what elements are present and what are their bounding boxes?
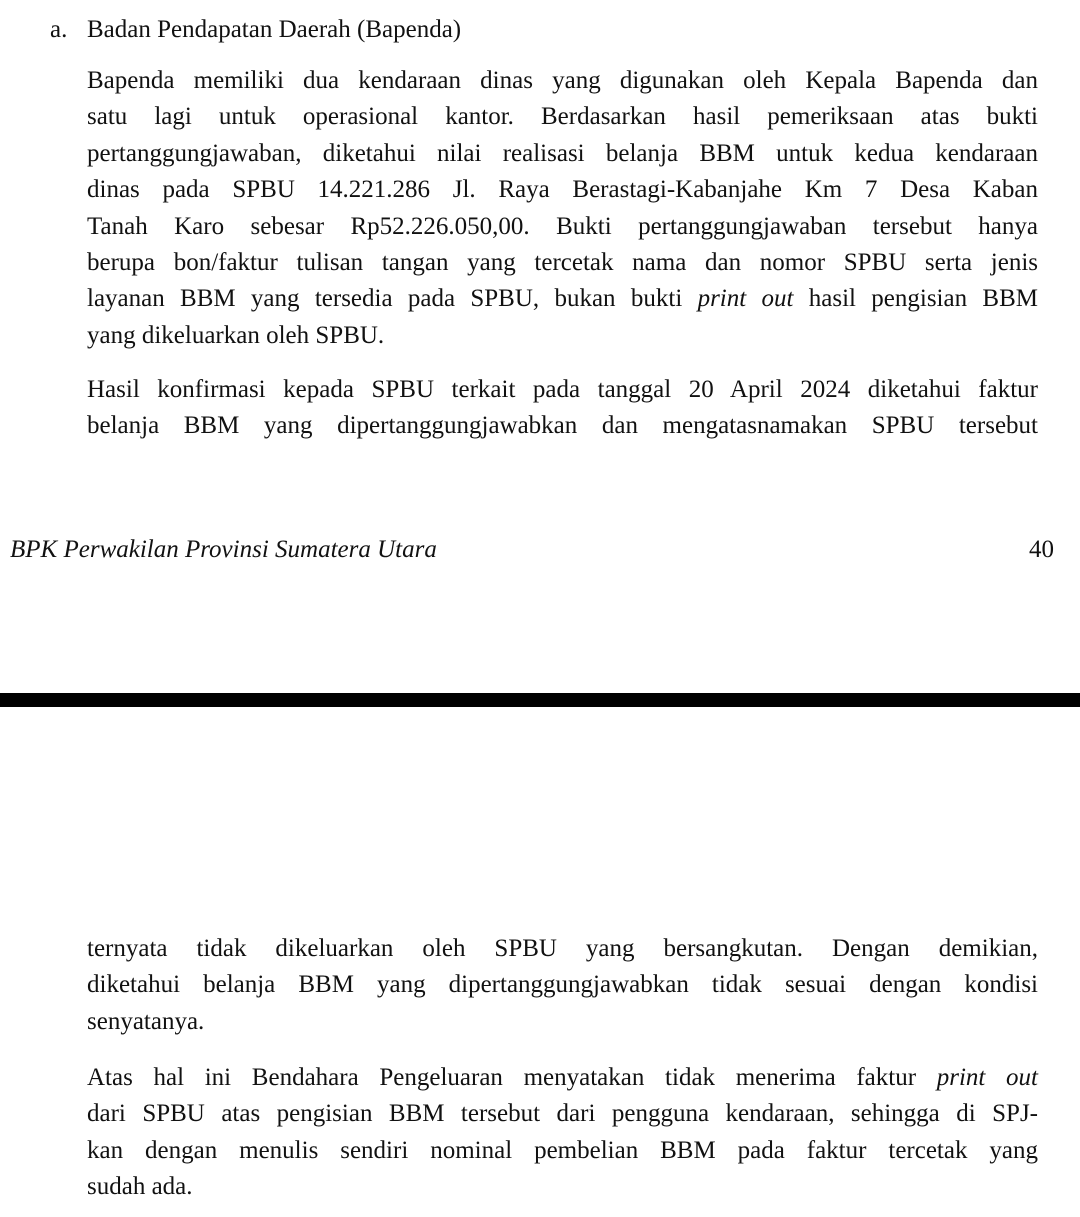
italic-term: print out xyxy=(697,285,794,313)
paragraph-confirmation xyxy=(87,372,1038,445)
text-line: ternyata tidak dikeluarkan oleh SPBU yang bersangkutan. Dengan demikian, xyxy=(87,935,1038,962)
text-line: yang dikeluarkan oleh SPBU. xyxy=(87,321,385,349)
italic-term: print out xyxy=(936,1064,1038,1091)
page-number: 40 xyxy=(1029,536,1054,563)
text-line: dari SPBU atas pengisian BBM tersebut dari pengguna kendaraan, sehingga di SPJ- xyxy=(87,1100,1038,1128)
text-line: sudah ada. xyxy=(87,1173,193,1201)
paragraph-treasurer-statement xyxy=(87,1060,1038,1206)
text-line: berupa bon/faktur tulisan tangan yang tercetak nama dan nomor SPBU serta jenis xyxy=(87,249,1038,277)
text-line xyxy=(87,1060,1038,1096)
section-title: Badan Pendapatan Daerah (Bapenda) xyxy=(87,16,462,43)
section-heading xyxy=(50,12,461,48)
text-line: Tanah Karo sebesar Rp52.226.050,00. Bukti pertanggungjawaban tersebut hanya xyxy=(87,212,1038,240)
text-line: satu lagi untuk operasional kantor. Berdasarkan hasil pemeriksaan atas bukti xyxy=(87,103,1038,131)
text-line: senyatanya. xyxy=(87,1007,205,1035)
text-line: kan dengan menulis sendiri nominal pembelian BBM pada faktur tercetak yang xyxy=(87,1136,1038,1164)
text-segment: hasil pengisian BBM xyxy=(793,285,1038,313)
footer-organization: BPK Perwakilan Provinsi Sumatera Utara xyxy=(10,536,437,563)
page-footer xyxy=(10,533,1054,567)
text-line: pertanggungjawaban, diketahui nilai realisasi belanja BBM untuk kedua kendaraan xyxy=(87,139,1038,167)
list-marker: a. xyxy=(50,16,68,43)
text-line: Hasil konfirmasi kepada SPBU terkait pada tanggal 20 April 2024 diketahui faktur xyxy=(87,376,1038,403)
text-line: Bapenda memiliki dua kendaraan dinas yang digunakan oleh Kepala Bapenda dan xyxy=(87,67,1038,94)
page-divider xyxy=(0,693,1080,707)
text-segment: Atas hal ini Bendahara Pengeluaran menyatakan tidak menerima faktur xyxy=(87,1064,937,1091)
text-line xyxy=(87,281,1038,317)
text-line: belanja BBM yang dipertanggungjawabkan dan mengatasnamakan SPBU tersebut xyxy=(87,412,1038,440)
text-line: diketahui belanja BBM yang dipertanggungjawabkan tidak sesuai dengan kondisi xyxy=(87,971,1038,999)
paragraph-conclusion xyxy=(87,931,1038,1040)
paragraph-bapenda-vehicles xyxy=(87,63,1038,354)
text-line: dinas pada SPBU 14.221.286 Jl. Raya Berastagi-Kabanjahe Km 7 Desa Kaban xyxy=(87,176,1038,204)
text-segment: layanan BBM yang tersedia pada SPBU, bukan bukti xyxy=(87,285,698,313)
